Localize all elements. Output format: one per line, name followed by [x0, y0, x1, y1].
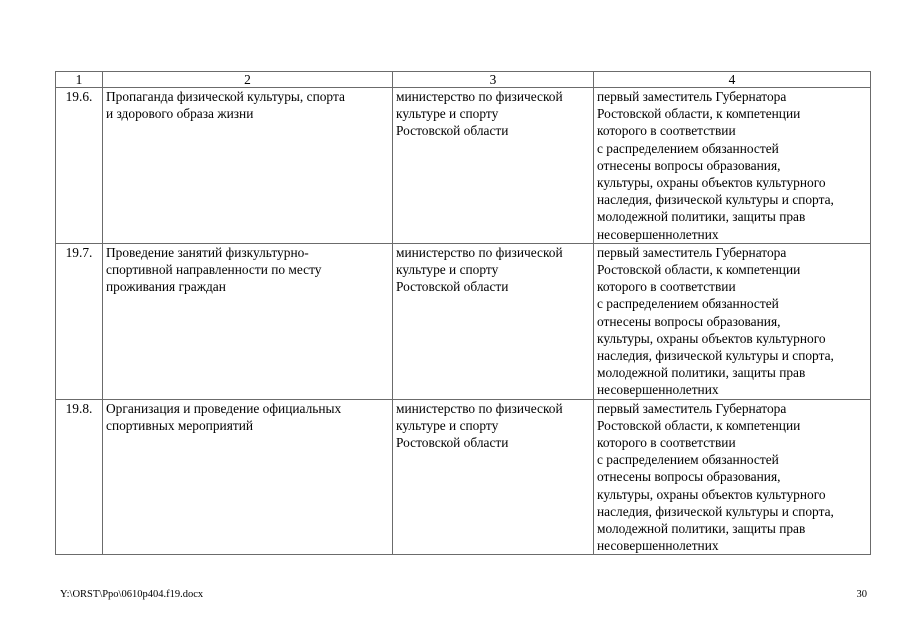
curator-line: молодежной политики, защиты прав	[597, 521, 806, 537]
curator-line: наследия, физической культуры и спорта,	[597, 348, 834, 364]
curator-line: Ростовской области, к компетенции	[597, 262, 801, 278]
activity-name	[103, 399, 393, 555]
header-col-1: 1	[56, 72, 103, 88]
table-row	[56, 399, 871, 555]
activity-name-line: и здорового образа жизни	[106, 106, 254, 122]
curator-line: первый заместитель Губернатора	[597, 89, 787, 104]
table-header	[56, 72, 871, 88]
executor	[393, 243, 594, 399]
activity-name-line: Организация и проведение официальных	[106, 400, 342, 416]
curator-line: молодежной политики, защиты прав	[597, 209, 806, 225]
activity-name-line: спортивной направленности по месту	[106, 262, 322, 278]
curator-line: которого в соответствии	[597, 435, 736, 451]
curator-line: несовершеннолетних	[597, 382, 719, 398]
table-row	[56, 88, 871, 244]
curator-line: наследия, физической культуры и спорта,	[597, 192, 834, 208]
curator-line: Ростовской области, к компетенции	[597, 106, 801, 122]
curator	[594, 88, 871, 244]
activity-name-line: Проведение занятий физкультурно-	[106, 244, 309, 260]
activity-name	[103, 88, 393, 244]
curator-line: первый заместитель Губернатора	[597, 400, 787, 416]
curator-line: отнесены вопросы образования,	[597, 157, 781, 173]
row-number: 19.8.	[56, 399, 103, 555]
curator	[594, 243, 871, 399]
curator-line: молодежной политики, защиты прав	[597, 365, 806, 381]
executor-line: министерство по физической	[396, 244, 563, 260]
header-col-2: 2	[103, 72, 393, 88]
activity-name-line: проживания граждан	[106, 279, 226, 295]
table-body	[56, 88, 871, 555]
executor-line: Ростовской области	[396, 435, 509, 451]
executor-line: Ростовской области	[396, 279, 509, 295]
executor-line: культуре и спорту	[396, 417, 499, 433]
executor	[393, 88, 594, 244]
header-col-4: 4	[594, 72, 871, 88]
activity-name-line: спортивных мероприятий	[106, 417, 254, 433]
activity-name	[103, 243, 393, 399]
curator-line: культуры, охраны объектов культурного	[597, 175, 826, 191]
responsibility-table	[55, 71, 871, 555]
curator-line: с распределением обязанностей	[597, 296, 779, 312]
executor-line: министерство по физической	[396, 89, 563, 104]
curator	[594, 399, 871, 555]
curator-line: с распределением обязанностей	[597, 140, 779, 156]
curator-line: с распределением обязанностей	[597, 452, 779, 468]
activity-name-line: Пропаганда физической культуры, спорта	[106, 89, 345, 104]
curator-line: культуры, охраны объектов культурного	[597, 486, 826, 502]
row-number: 19.6.	[56, 88, 103, 244]
curator-line: наследия, физической культуры и спорта,	[597, 503, 834, 519]
page-number: 30	[856, 589, 867, 600]
curator-line: Ростовской области, к компетенции	[597, 417, 801, 433]
curator-line: несовершеннолетних	[597, 226, 719, 242]
curator-line: отнесены вопросы образования,	[597, 469, 781, 485]
file-path-footer: Y:\ORST\Ppo\0610p404.f19.docx	[60, 589, 204, 600]
curator-line: несовершеннолетних	[597, 538, 719, 554]
header-row	[56, 72, 871, 88]
executor-line: министерство по физической	[396, 400, 563, 416]
curator-line: которого в соответствии	[597, 123, 736, 139]
curator-line: отнесены вопросы образования,	[597, 313, 781, 329]
header-col-3: 3	[393, 72, 594, 88]
executor	[393, 399, 594, 555]
executor-line: Ростовской области	[396, 123, 509, 139]
curator-line: которого в соответствии	[597, 279, 736, 295]
table-row	[56, 243, 871, 399]
executor-line: культуре и спорту	[396, 106, 499, 122]
curator-line: первый заместитель Губернатора	[597, 244, 787, 260]
row-number: 19.7.	[56, 243, 103, 399]
curator-line: культуры, охраны объектов культурного	[597, 330, 826, 346]
executor-line: культуре и спорту	[396, 262, 499, 278]
